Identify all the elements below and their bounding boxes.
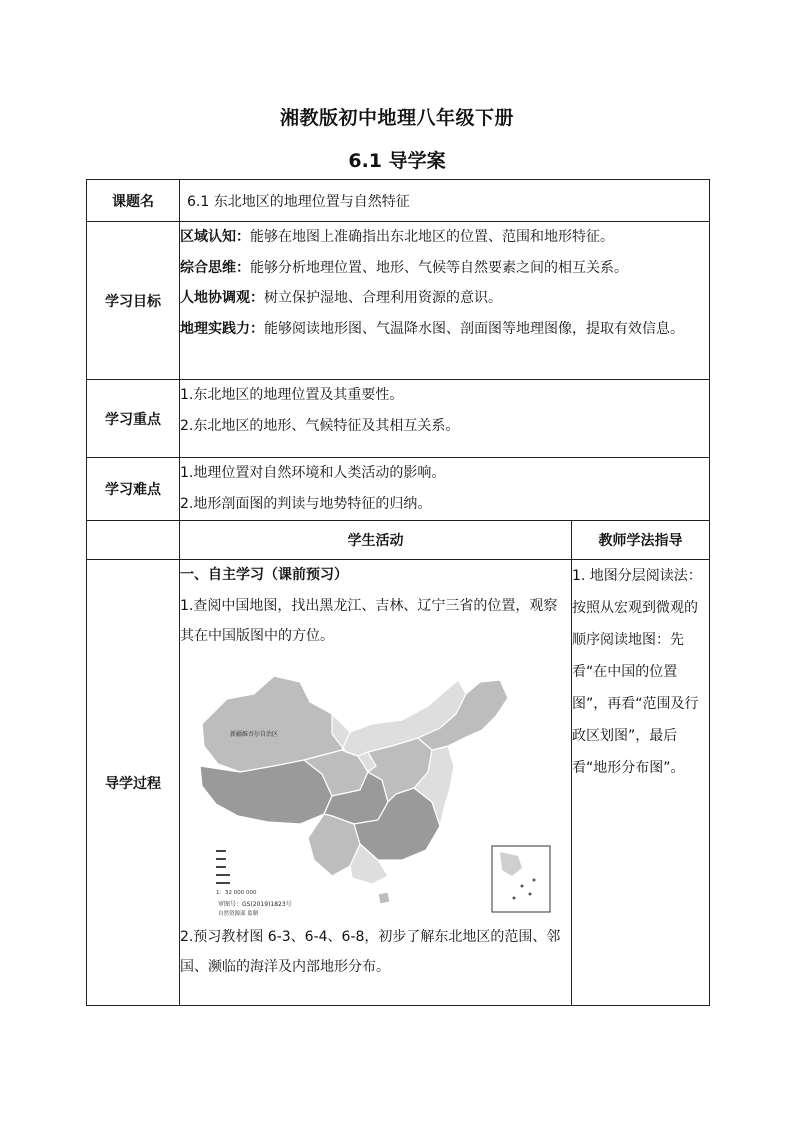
south-china-sea-inset: [492, 846, 550, 912]
goal-item: 综合思维：能够分析地理位置、地形、气候等自然要素之间的相互关系。: [180, 259, 628, 276]
goals-list: [180, 222, 710, 380]
goal-item: 人地协调观：树立保护湿地、合理利用资源的意识。: [180, 290, 502, 306]
student-activity-header: 学生活动: [180, 521, 572, 560]
focus-item: 1.东北地区的地理位置及其重要性。: [180, 387, 404, 403]
map-region-tibet: [200, 760, 332, 824]
map-scale: 1：32 000 000: [216, 889, 257, 896]
empty-header-cell: [87, 521, 180, 560]
difficult-item: 1.地理位置对自然环境和人类活动的影响。: [180, 465, 446, 481]
teacher-guidance-header: 教师学法指导: [572, 521, 710, 560]
lesson-table: [86, 179, 710, 1006]
step-2: 2.预习教材图 6-3、6-4、6-8，初步了解东北地区的范围、邻国、濒临的海洋及内部地形分布。: [180, 928, 561, 975]
goal-item: 区域认知：能够在地图上准确指出东北地区的位置、范围和地形特征。: [180, 229, 614, 245]
china-map: [182, 654, 566, 918]
goals-label: 学习目标: [87, 222, 180, 380]
step-1: 1.查阅中国地图，找出黑龙江、吉林、辽宁三省的位置，观察其在中国版图中的方位。: [180, 597, 558, 644]
focus-list: [180, 380, 710, 458]
difficult-label: 学习难点: [87, 458, 180, 521]
document-title: 湘教版初中地理八年级下册: [279, 107, 514, 129]
topic-value: 6.1 东北地区的地理位置与自然特征: [180, 180, 710, 222]
difficult-list: [180, 458, 710, 521]
document-subtitle: 6.1 导学案: [348, 150, 446, 172]
china-map-image: [182, 654, 566, 918]
focus-label: 学习重点: [87, 380, 180, 458]
map-approval-number: 审图号：GS(2019)1823号: [218, 900, 292, 908]
map-legend: [216, 850, 230, 884]
process-label: 导学过程: [87, 560, 180, 1006]
map-publisher: 自然资源部 监制: [218, 910, 259, 917]
difficult-item: 2.地形剖面图的判读与地势特征的归纳。: [180, 495, 432, 512]
focus-item: 2.东北地区的地形、气候特征及其相互关系。: [180, 417, 460, 434]
teacher-tip-cell: 1. 地图分层阅读法：按照从宏观到微观的顺序阅读地图：先看“在中国的位置图”，再看“范围及行政区划图”，最后看“地形分布图”。: [572, 560, 710, 1006]
student-activity-cell: [180, 560, 572, 1006]
map-label-xinjiang: 新疆维吾尔自治区: [230, 730, 279, 738]
topic-label: 课题名: [87, 180, 180, 222]
map-region-hainan: [378, 892, 390, 904]
section-title: 一、自主学习（课前预习）: [180, 567, 348, 583]
goal-item: 地理实践力：能够阅读地形图、气温降水图、剖面图等地理图像，提取有效信息。: [180, 320, 684, 337]
